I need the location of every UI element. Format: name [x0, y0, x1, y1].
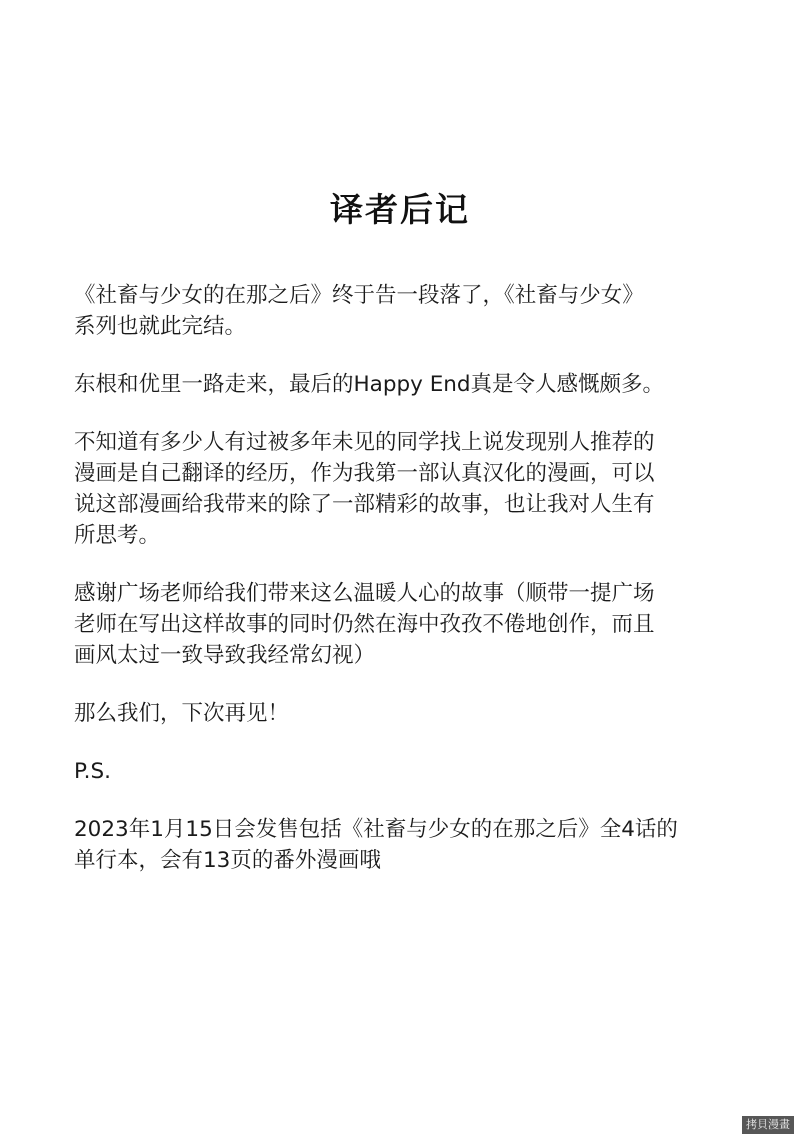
paragraph-thanks: 感谢广场老师给我们带来这么温暖人心的故事（顺带一提广场 老师在写出这样故事的同时仍然在海中孜孜不倦地创作，而且 画风太过一致导致我经常幻视） — [74, 581, 655, 668]
paragraph-ps-release: 2023年1月15日会发售包括《社畜与少女的在那之后》全4话的 单行本，会有13页的番外漫画哦 — [74, 817, 678, 873]
watermark: 拷貝漫畫 — [742, 1116, 794, 1134]
paragraph-farewell: 那么我们，下次再见！ — [74, 701, 290, 726]
page-title: 译者后记 — [330, 190, 470, 230]
paragraph-ps-label: P.S. — [74, 759, 111, 784]
paragraph-happy-end: 东根和优里一路走来，最后的Happy End真是令人感慨颇多。 — [74, 372, 665, 397]
afterword-body — [74, 280, 750, 903]
paragraph-translation-story: 不知道有多少人有过被多年未见的同学找上说发现别人推荐的 漫画是自己翻译的经历，作为我第一部认真汉化的漫画，可以 说这部漫画给我带来的除了一部精彩的故事，也让我对人生有 所思考。 — [74, 430, 655, 548]
paragraph-series-end: 《社畜与少女的在那之后》终于告一段落了，《社畜与少女》 系列也就此完结。 — [74, 283, 644, 339]
